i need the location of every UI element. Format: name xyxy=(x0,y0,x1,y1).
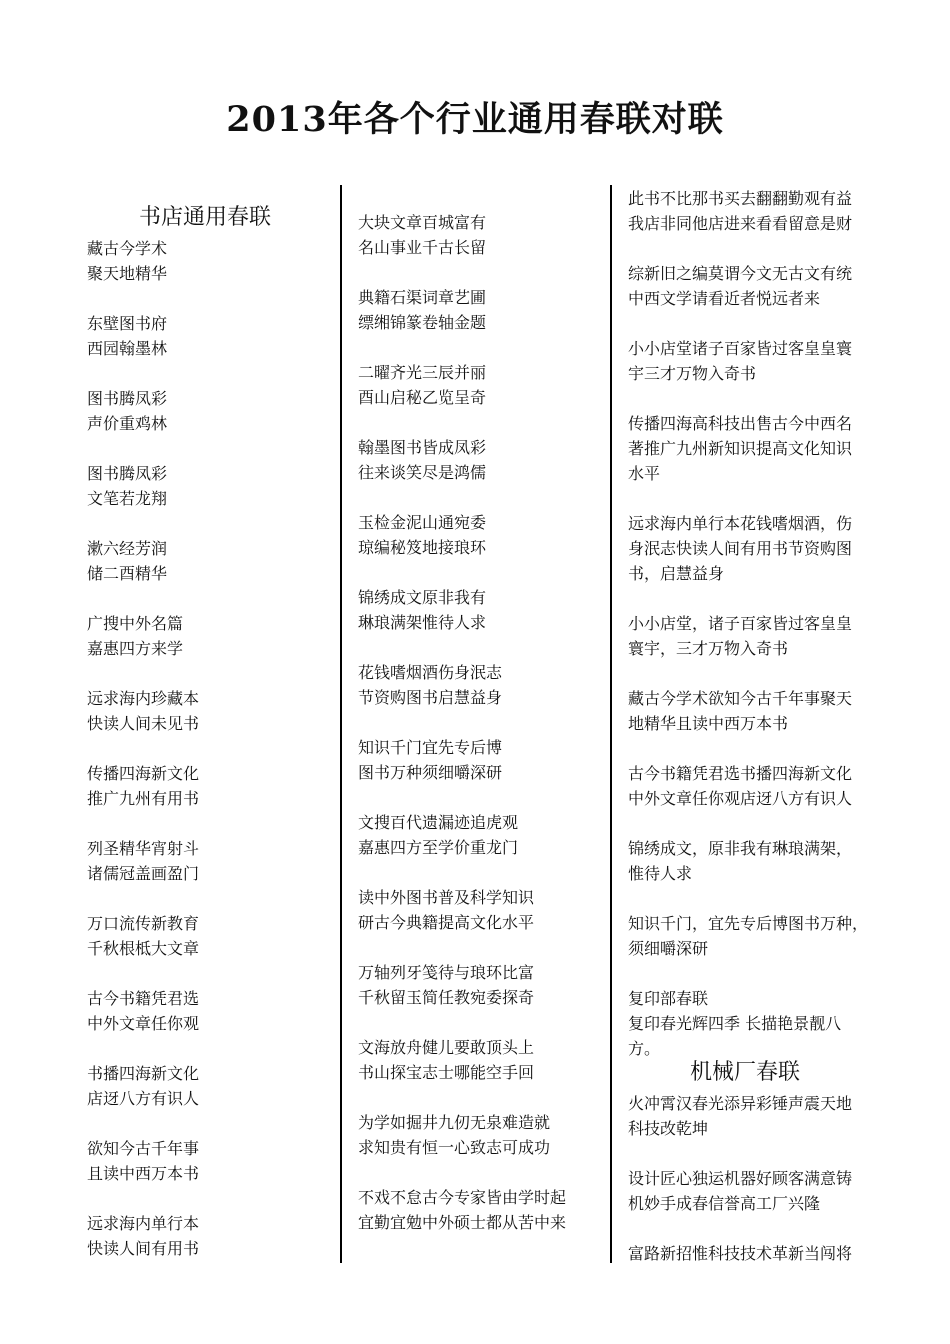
couplet-line: 方。 xyxy=(628,1039,661,1058)
couplet-line: 寰宇，三才万物入奇书 xyxy=(628,639,789,658)
couplet-line: 酉山启秘乙览呈奇 xyxy=(358,388,487,407)
couplet-line: 中外文章任你观 xyxy=(87,1014,200,1033)
couplet-line: 书山探宝志士哪能空手回 xyxy=(358,1063,535,1082)
couplet-line: 书，启慧益身 xyxy=(628,564,725,583)
couplet-line: 复印部春联 xyxy=(628,989,709,1008)
couplet-line: 玉检金泥山通宛委 xyxy=(358,513,487,532)
couplet-line: 远求海内单行本花钱嗜烟酒，伤 xyxy=(628,514,853,533)
couplet-line: 古今书籍凭君选书播四海新文化 xyxy=(628,764,853,783)
couplet xyxy=(358,1110,598,1160)
couplet xyxy=(628,511,873,586)
couplet-line: 地精华且读中西万本书 xyxy=(628,714,789,733)
couplet xyxy=(87,461,327,511)
couplet-line: 二曜齐光三辰并丽 xyxy=(358,363,487,382)
couplet xyxy=(358,810,598,860)
couplet-line: 千秋根柢大文章 xyxy=(87,939,200,958)
column-divider xyxy=(340,185,342,1263)
couplet-line: 千秋留玉简任教宛委探奇 xyxy=(358,988,535,1007)
couplet-line: 研古今典籍提高文化水平 xyxy=(358,913,535,932)
section-heading-bookstore: 书店通用春联 xyxy=(139,205,272,230)
couplet xyxy=(87,1136,327,1186)
couplet-line: 典籍石渠词章艺圃 xyxy=(358,288,487,307)
couplet xyxy=(87,536,327,586)
couplet xyxy=(87,761,327,811)
couplet-line: 此书不比那书买去翻翻勤观有益 xyxy=(628,189,853,208)
couplet-list xyxy=(628,186,873,1061)
couplet-line: 中外文章任你观店迓八方有识人 xyxy=(628,789,853,808)
couplet-line: 图书万种须细嚼深研 xyxy=(358,763,503,782)
couplet xyxy=(358,585,598,635)
couplet-line: 知识千门宜先专后博 xyxy=(358,738,503,757)
couplet-line: 名山事业千古长留 xyxy=(358,238,487,257)
couplet-line: 小小店堂，诸子百家皆过客皇皇 xyxy=(628,614,853,633)
couplet-line: 复印春光辉四季 长描艳景靓八 xyxy=(628,1014,842,1033)
couplet-line: 快读人间有用书 xyxy=(87,1239,200,1258)
couplet-line: 中西文学请看近者悦远者来 xyxy=(628,289,821,308)
couplet xyxy=(358,960,598,1010)
couplet-line: 诸儒冠盖画盈门 xyxy=(87,864,200,883)
couplet xyxy=(87,311,327,361)
couplet xyxy=(358,1035,598,1085)
couplet-line: 翰墨图书皆成凤彩 xyxy=(358,438,487,457)
couplet-line: 为学如掘井九仞无泉难造就 xyxy=(358,1113,551,1132)
couplet-line: 锦绣成文，原非我有琳琅满架， xyxy=(628,839,853,858)
couplet xyxy=(87,1211,327,1261)
couplet-line: 琼编秘笈地接琅环 xyxy=(358,538,487,557)
couplet xyxy=(358,735,598,785)
column-right xyxy=(628,186,873,1291)
couplet-line: 储二酉精华 xyxy=(87,564,168,583)
couplet xyxy=(87,686,327,736)
couplet-line: 须细嚼深研 xyxy=(628,939,709,958)
couplet xyxy=(628,411,873,486)
couplet-line: 知识千门，宜先专后博图书万种， xyxy=(628,914,869,933)
couplet-line: 聚天地精华 xyxy=(87,264,168,283)
couplet-line: 列圣精华宵射斗 xyxy=(87,839,200,858)
couplet-line: 图书腾凤彩 xyxy=(87,464,168,483)
couplet-line: 著推广九州新知识提高文化知识 xyxy=(628,439,853,458)
couplet xyxy=(358,510,598,560)
couplet-line: 火冲霄汉春光添异彩锤声震天地 xyxy=(628,1094,853,1113)
couplet xyxy=(358,360,598,410)
couplet-line: 机妙手成春信誉高工厂兴隆 xyxy=(628,1194,821,1213)
couplet xyxy=(87,386,327,436)
couplet-line: 且读中西万本书 xyxy=(87,1164,200,1183)
couplet-line: 文笔若龙翔 xyxy=(87,489,168,508)
couplet xyxy=(87,986,327,1036)
couplet-line: 综新旧之编莫谓今文无古文有统 xyxy=(628,264,853,283)
couplet xyxy=(628,336,873,386)
couplet-line: 惟待人求 xyxy=(628,864,693,883)
couplet-line: 店迓八方有识人 xyxy=(87,1089,200,1108)
couplet xyxy=(87,1061,327,1111)
couplet xyxy=(358,285,598,335)
couplet xyxy=(628,986,873,1061)
couplet-line: 远求海内单行本 xyxy=(87,1214,200,1233)
couplet xyxy=(628,1091,873,1141)
couplet-line: 我店非同他店进来看看留意是财 xyxy=(628,214,853,233)
couplet xyxy=(87,911,327,961)
couplet-line: 推广九州有用书 xyxy=(87,789,200,808)
couplet-line: 水平 xyxy=(628,464,661,483)
couplet-line: 嘉惠四方来学 xyxy=(87,639,184,658)
couplet-line: 花钱嗜烟酒伤身泯志 xyxy=(358,663,503,682)
couplet-line: 宜勤宜勉中外硕士都从苦中来 xyxy=(358,1213,567,1232)
couplet xyxy=(628,1241,873,1266)
couplet-line: 宇三才万物入奇书 xyxy=(628,364,757,383)
column-middle xyxy=(358,210,598,1260)
couplet-line: 传播四海新文化 xyxy=(87,764,200,783)
page-title: 2013年各个行业通用春联对联 xyxy=(226,99,724,140)
couplet-line: 远求海内珍藏本 xyxy=(87,689,200,708)
couplet-list xyxy=(628,1091,873,1266)
couplet-line: 嘉惠四方至学价重龙门 xyxy=(358,838,519,857)
couplet xyxy=(358,435,598,485)
couplet-list xyxy=(87,236,327,1261)
couplet-line: 求知贵有恒一心致志可成功 xyxy=(358,1138,551,1157)
couplet-line: 大块文章百城富有 xyxy=(358,213,487,232)
couplet-line: 欲知今古千年事 xyxy=(87,1139,200,1158)
couplet-line: 漱六经芳润 xyxy=(87,539,168,558)
couplet-line: 节资购图书启慧益身 xyxy=(358,688,503,707)
couplet-line: 广搜中外名篇 xyxy=(87,614,184,633)
couplet-line: 身泯志快读人间有用书节资购图 xyxy=(628,539,853,558)
couplet-line: 不戏不怠古今专家皆由学时起 xyxy=(358,1188,567,1207)
couplet-line: 琳琅满架惟待人求 xyxy=(358,613,487,632)
couplet xyxy=(628,911,873,961)
couplet xyxy=(358,660,598,710)
couplet-line: 快读人间未见书 xyxy=(87,714,200,733)
couplet-line: 设计匠心独运机器好顾客满意铸 xyxy=(628,1169,853,1188)
couplet-line: 西园翰墨林 xyxy=(87,339,168,358)
couplet xyxy=(628,836,873,886)
couplet-line: 科技改乾坤 xyxy=(628,1119,709,1138)
couplet xyxy=(358,210,598,260)
couplet-line: 东壁图书府 xyxy=(87,314,168,333)
section-heading-machinery: 机械厂春联 xyxy=(690,1060,801,1085)
couplet-line: 藏古今学术 xyxy=(87,239,168,258)
couplet-list xyxy=(358,210,598,1235)
couplet xyxy=(628,611,873,661)
couplet-line: 古今书籍凭君选 xyxy=(87,989,200,1008)
column-divider xyxy=(610,185,612,1263)
couplet-line: 图书腾凤彩 xyxy=(87,389,168,408)
couplet xyxy=(628,186,873,236)
couplet xyxy=(358,885,598,935)
couplet-line: 文海放舟健儿要敢顶头上 xyxy=(358,1038,535,1057)
couplet-line: 万轴列牙笺待与琅环比富 xyxy=(358,963,535,982)
couplet-line: 读中外图书普及科学知识 xyxy=(358,888,535,907)
couplet xyxy=(628,261,873,311)
couplet-line: 缥缃锦篆卷轴金题 xyxy=(358,313,487,332)
couplet-line: 声价重鸡林 xyxy=(87,414,168,433)
couplet-line: 藏古今学术欲知今古千年事聚天 xyxy=(628,689,853,708)
couplet-line: 文搜百代遗漏迹追虎观 xyxy=(358,813,519,832)
couplet-line: 万口流传新教育 xyxy=(87,914,200,933)
couplet xyxy=(628,1166,873,1216)
couplet-line: 锦绣成文原非我有 xyxy=(358,588,487,607)
couplet-line: 书播四海新文化 xyxy=(87,1064,200,1083)
couplet xyxy=(628,686,873,736)
couplet-line: 传播四海高科技出售古今中西名 xyxy=(628,414,853,433)
couplet xyxy=(358,1185,598,1235)
couplet xyxy=(628,761,873,811)
couplet xyxy=(87,236,327,286)
couplet-line: 往来谈笑尽是鸿儒 xyxy=(358,463,487,482)
couplet-line: 小小店堂诸子百家皆过客皇皇寰 xyxy=(628,339,853,358)
couplet-line: 富路新招惟科技技术革新当闯将 xyxy=(628,1244,853,1263)
couplet xyxy=(87,611,327,661)
couplet xyxy=(87,836,327,886)
column-bookstore xyxy=(87,202,327,1286)
